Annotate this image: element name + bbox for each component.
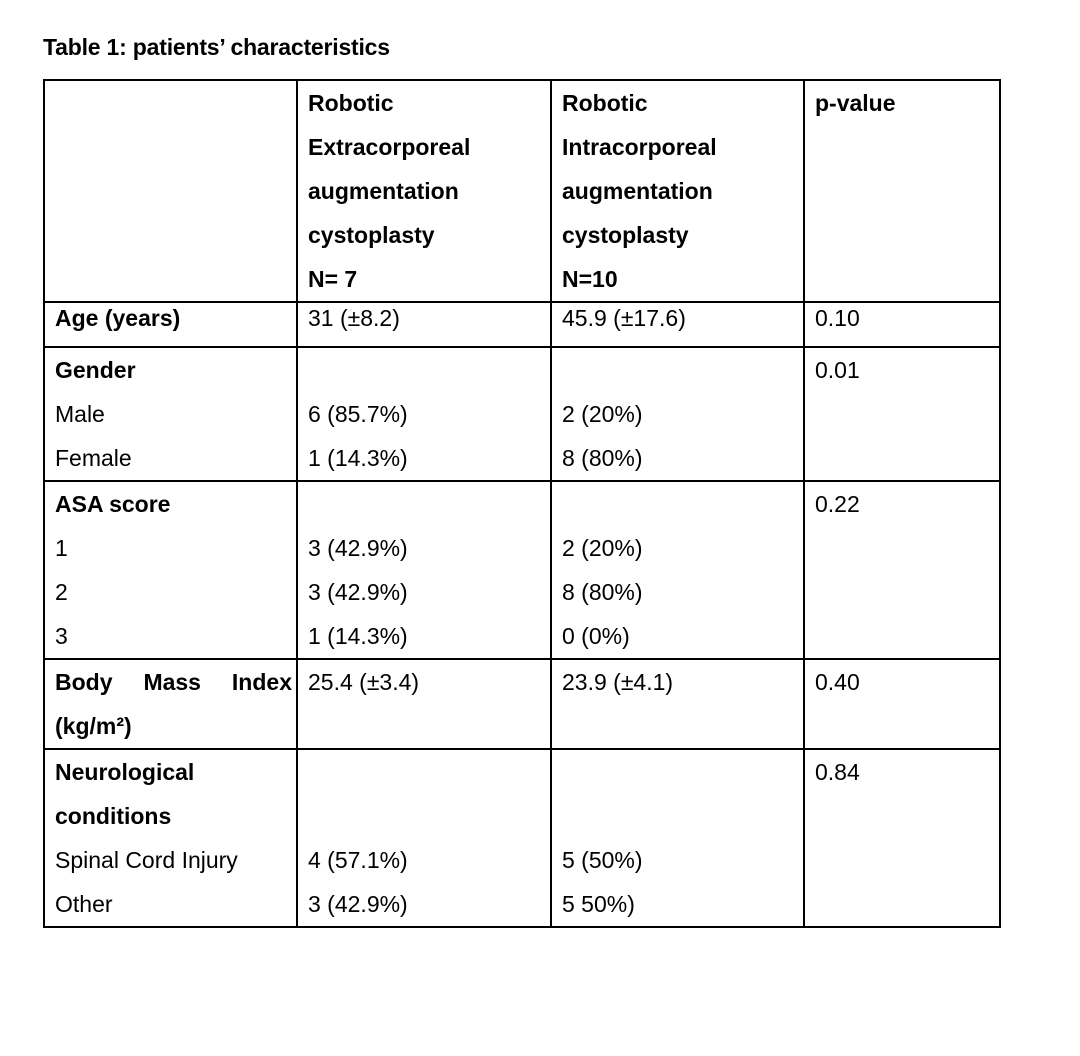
asa-p-value: 0.22 [815, 491, 860, 517]
asa-extra-value: 3 (42.9%) [308, 535, 408, 561]
asa-level-label: 1 [55, 535, 68, 561]
gender-male-extra: 6 (85.7%) [308, 401, 408, 427]
gender-label: Gender [55, 357, 136, 383]
bmi-p-value: 0.40 [815, 669, 860, 695]
neuro-other-intra: 5 50%) [562, 891, 635, 917]
row-label [44, 659, 297, 749]
header-p-value [804, 80, 1000, 302]
p-cell [804, 302, 1000, 347]
header-text-line: Extracorporeal [308, 134, 471, 160]
intra-cell [551, 302, 804, 347]
neuro-p-value: 0.84 [815, 759, 860, 785]
asa-intra-value: 8 (80%) [562, 579, 643, 605]
header-text-line: p-value [815, 90, 896, 116]
gender-p-value: 0.01 [815, 357, 860, 383]
asa-extra-value: 3 (42.9%) [308, 579, 408, 605]
asa-level-label: 3 [55, 623, 68, 649]
intra-cell [551, 749, 804, 927]
bmi-label-word: Index [231, 669, 292, 695]
header-text-line: Robotic [562, 90, 648, 116]
bmi-extra-value: 25.4 (±3.4) [308, 669, 420, 695]
row-label [44, 749, 297, 927]
table-row-asa [44, 481, 1000, 659]
age-intra-value: 45.9 (±17.6) [562, 305, 686, 331]
table-row-bmi [44, 659, 1000, 749]
table-caption: Table 1: patients’ characteristics [43, 34, 390, 60]
header-text-line: augmentation [562, 178, 713, 204]
neuro-other-label: Other [55, 891, 113, 917]
header-text-line: Intracorporeal [562, 134, 717, 160]
asa-level-label: 2 [55, 579, 68, 605]
extra-cell [297, 481, 551, 659]
p-cell [804, 347, 1000, 481]
p-cell [804, 481, 1000, 659]
header-n-count: N= 7 [308, 266, 358, 292]
header-row [44, 80, 1000, 302]
table-row-neurological [44, 749, 1000, 927]
age-p-value: 0.10 [815, 305, 860, 331]
intra-cell [551, 659, 804, 749]
age-extra-value: 31 (±8.2) [308, 305, 400, 331]
intra-cell [551, 347, 804, 481]
bmi-label-line1 [55, 660, 292, 704]
asa-label: ASA score [55, 491, 171, 517]
header-extracorporeal [297, 80, 551, 302]
table-row-gender [44, 347, 1000, 481]
gender-female-extra: 1 (14.3%) [308, 445, 408, 471]
header-text-line: Robotic [308, 90, 394, 116]
row-label [44, 481, 297, 659]
bmi-label-unit: (kg/m²) [55, 713, 132, 739]
neuro-sci-extra: 4 (57.1%) [308, 847, 408, 873]
gender-female-intra: 8 (80%) [562, 445, 643, 471]
bmi-intra-value: 23.9 (±4.1) [562, 669, 674, 695]
asa-intra-value: 2 (20%) [562, 535, 643, 561]
bmi-label-word: Mass [143, 669, 201, 695]
header-empty-cell [44, 80, 297, 302]
extra-cell [297, 659, 551, 749]
header-intracorporeal [551, 80, 804, 302]
row-label [44, 347, 297, 481]
table-row-age [44, 302, 1000, 347]
extra-cell [297, 749, 551, 927]
p-cell [804, 749, 1000, 927]
neuro-label-line1: Neurological [55, 759, 195, 785]
gender-male-label: Male [55, 401, 105, 427]
header-n-count: N=10 [562, 266, 618, 292]
header-text-line: cystoplasty [562, 222, 689, 248]
patient-characteristics-table [43, 79, 1001, 928]
bmi-label-word: Body [55, 669, 113, 695]
neuro-other-extra: 3 (42.9%) [308, 891, 408, 917]
p-cell [804, 659, 1000, 749]
asa-extra-value: 1 (14.3%) [308, 623, 408, 649]
neuro-label-line2: conditions [55, 803, 172, 829]
intra-cell [551, 481, 804, 659]
age-label: Age (years) [55, 305, 181, 331]
header-text-line: augmentation [308, 178, 459, 204]
neuro-sci-label: Spinal Cord Injury [55, 847, 238, 873]
gender-male-intra: 2 (20%) [562, 401, 643, 427]
neuro-sci-intra: 5 (50%) [562, 847, 643, 873]
gender-female-label: Female [55, 445, 132, 471]
row-label [44, 302, 297, 347]
header-text-line: cystoplasty [308, 222, 435, 248]
extra-cell [297, 347, 551, 481]
extra-cell [297, 302, 551, 347]
asa-intra-value: 0 (0%) [562, 623, 630, 649]
